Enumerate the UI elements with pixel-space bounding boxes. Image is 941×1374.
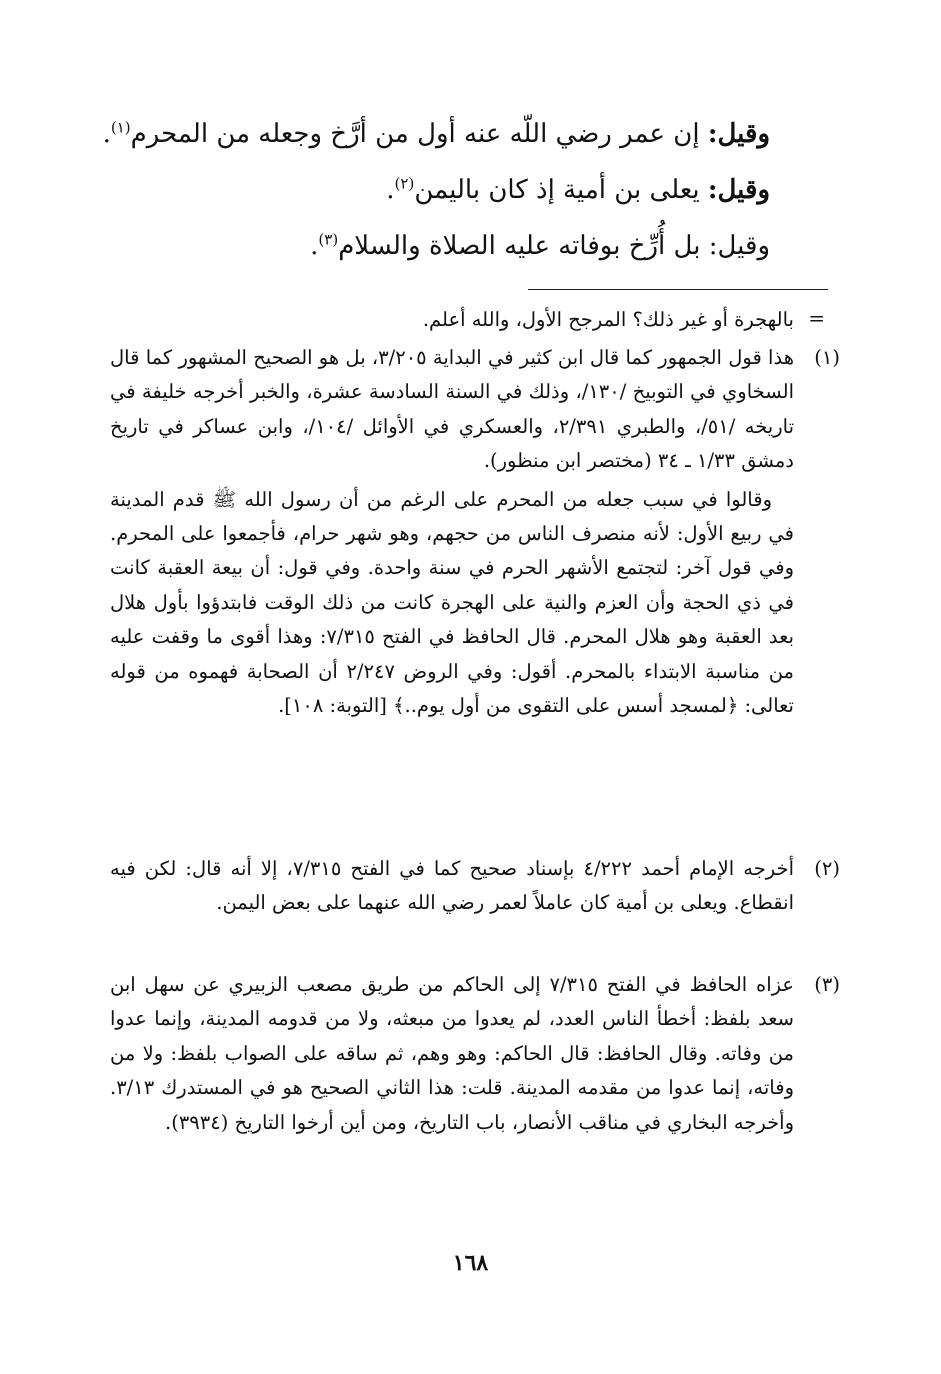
footnote-3-text: عزاه الحافظ في الفتح ٧/٣١٥ إلى الحاكم من طريق مصعب الزبيري عن سهل ابن سعد بلفظ: أخطأ الناس العدد، لم يعدوا من مبعثه، ولا من قدومه المدينة، وإنما عدوا من وفاته. وقال الحافظ: قال الحاكم: وهو وهم، ثم ساقه على الصواب بلفظ: ولا من وفاته، إنما عدوا من مقدمه المدينة. قلت: هذا الثاني الصحيح هو في المستدرك ٣/١٣. وأخرجه البخاري في مناقب الأنصار، باب التاريخ، ومن أين أرخوا التاريخ (٣٩٣٤). xyxy=(110,973,795,1134)
footnote-number: (١) xyxy=(814,346,840,369)
footnote-ref-1[interactable]: (١) xyxy=(110,118,131,137)
footnote-1 xyxy=(110,341,840,723)
line-end: . xyxy=(102,119,111,149)
continuation-mark: = xyxy=(808,306,825,330)
page-number: ١٦٨ xyxy=(452,1250,489,1276)
line-label: وقيل: xyxy=(707,175,770,205)
main-line-2 xyxy=(70,170,770,210)
main-line-1 xyxy=(70,114,770,154)
footnote-2 xyxy=(110,852,840,921)
footnote-continuation-text: بالهجرة أو غير ذلك؟ المرجح الأول، والله أعلم. xyxy=(422,308,794,331)
line-end: . xyxy=(386,175,395,205)
main-line-3 xyxy=(70,226,770,266)
footnote-2-text: أخرجه الإمام أحمد ٤/٢٢٢ بإسناد صحيح كما في الفتح ٧/٣١٥، إلا أنه قال: لكن فيه انقطاع. ويعلى بن أمية كان عاملاً لعمر رضي الله عنهما على بعض اليمن. xyxy=(110,857,794,915)
footnote-ref-2[interactable]: (٢) xyxy=(394,174,415,193)
footnote-3 xyxy=(110,968,840,1140)
line-end: . xyxy=(310,231,319,261)
footnote-separator xyxy=(528,289,828,290)
footnote-continuation xyxy=(110,303,840,337)
footnote-1-text: هذا قول الجمهور كما قال ابن كثير في البداية ٣/٢٠٥، بل هو الصحيح المشهور كما قال السخاوي في التوبيخ /١٣٠/، وذلك في السنة السادسة عشرة، والخبر أخرجه خليفة في تاريخه /٥١/، والطبري ٢/٣٩١، والعسكري في الأوائل /١٠٤/، وابن عساكر في تاريخ دمشق ١/٣٣ ـ ٣٤ (مختصر ابن منظور). xyxy=(110,346,795,473)
footnote-number: (٣) xyxy=(814,973,840,996)
footnote-1-paragraph: وقالوا في سبب جعله من المحرم على الرغم من أن رسول الله ﷺ قدم المدينة في ربيع الأول: لأنه منصرف الناس من حجهم، وهو شهر حرام، فأجمعوا على المحرم. وفي قول آخر: لتجتمع الأشهر الحرم في سنة واحدة. وفي قول: أن بيعة العقبة كانت في ذي الحجة وأن العزم والنية على الهجرة كانت من ذلك الوقت فابتدؤوا بأول هلال بعد العقبة وهو هلال المحرم. قال الحافظ في الفتح ٧/٣١٥: وهذا أقوى ما وقفت عليه من مناسبة الابتداء بالمحرم. أقول: وفي الروض ٢/٢٤٧ أن الصحابة فهموه من قوله تعالى: ﴿لمسجد أسس على التقوى من أول يوم..﴾ [التوبة: ١٠٨]. xyxy=(110,487,794,718)
line-label: وقيل: xyxy=(707,119,770,149)
line-text: يعلى بن أمية إذ كان باليمن xyxy=(414,175,708,205)
line-label: وقيل: xyxy=(708,231,770,261)
footnote-number: (٢) xyxy=(814,857,840,880)
footnote-ref-3[interactable]: (٣) xyxy=(318,230,339,249)
line-text: بل أُرِّخ بوفاته عليه الصلاة والسلام xyxy=(338,231,709,261)
line-text: إن عمر رضي اللّه عنه أول من أرَّخ وجعله من المحرم xyxy=(130,119,708,149)
